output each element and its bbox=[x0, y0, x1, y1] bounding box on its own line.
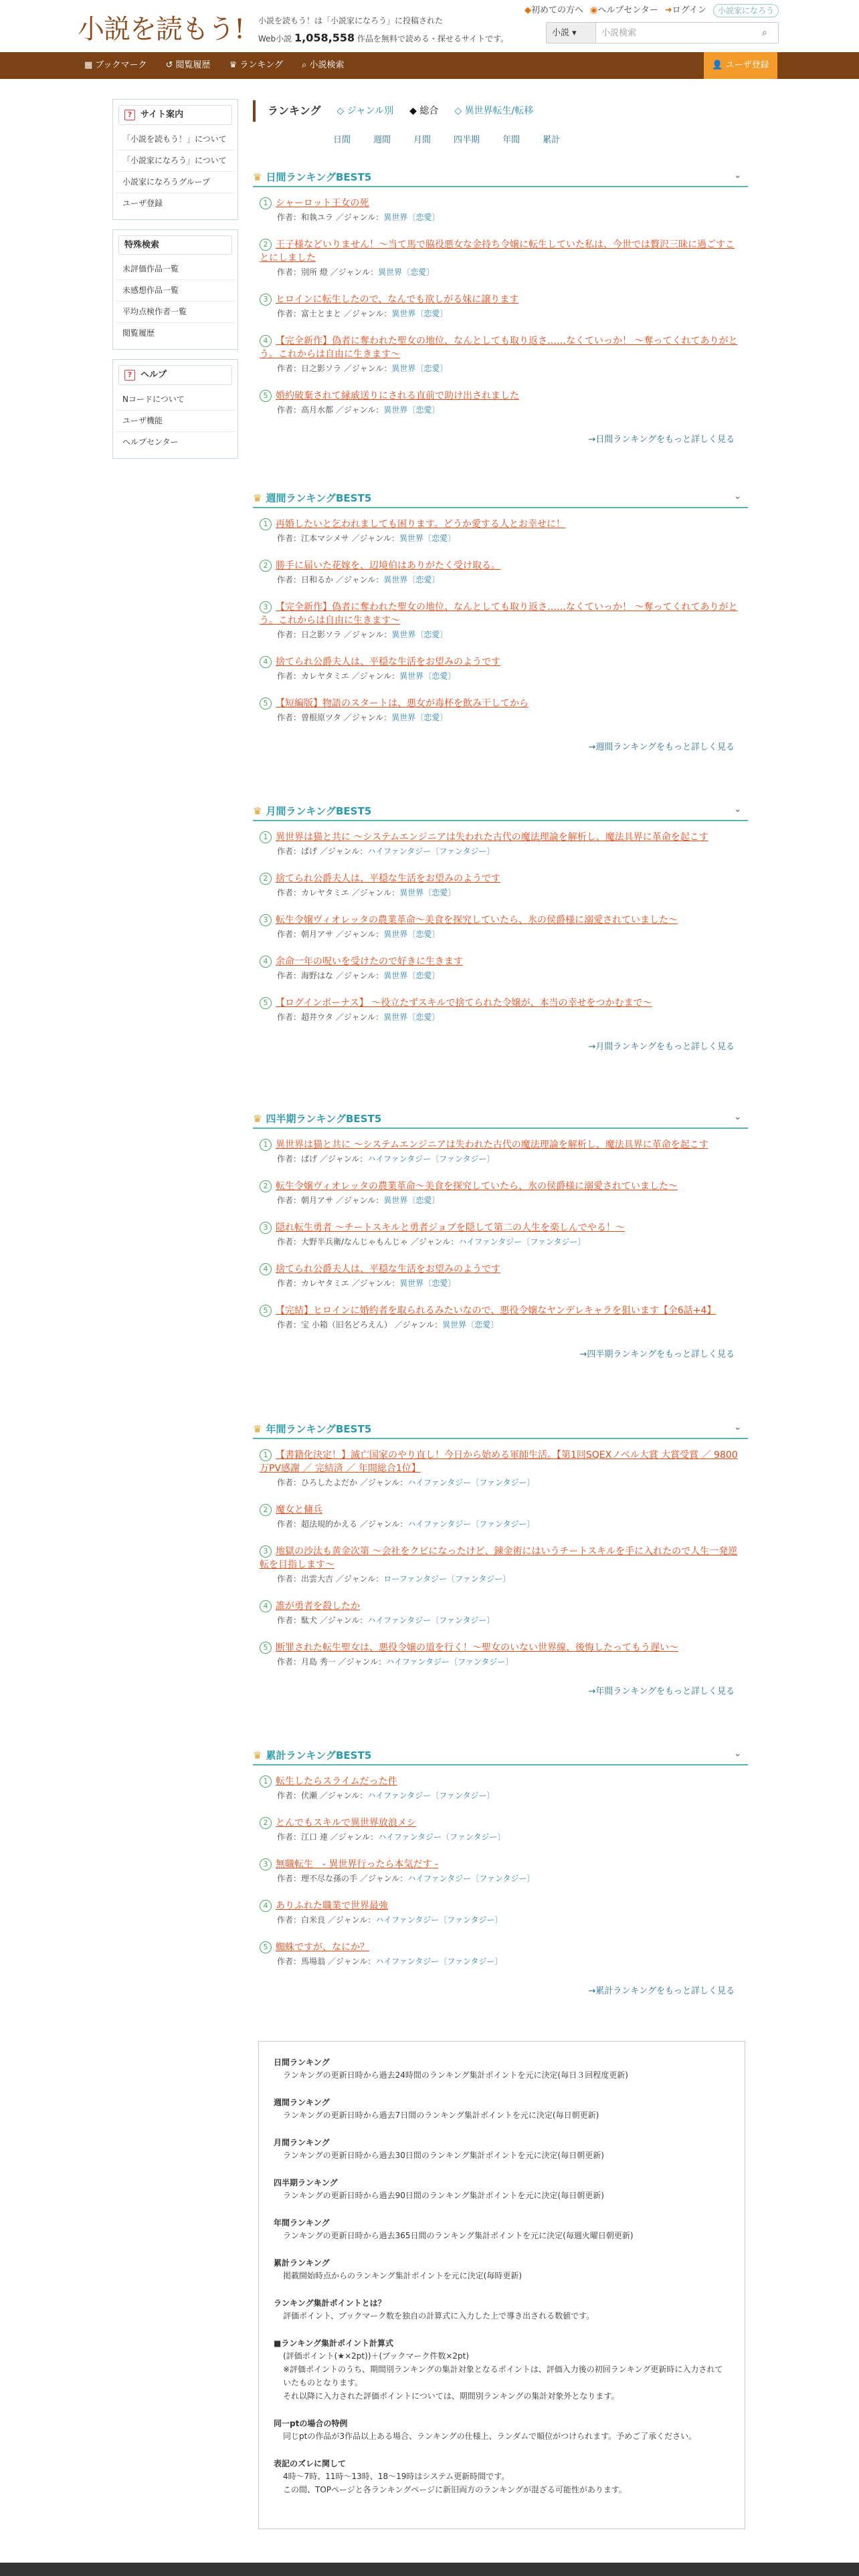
sidebar-box-help bbox=[112, 359, 238, 459]
sidebar-item[interactable]: ユーザ登録 bbox=[122, 198, 163, 208]
entry-meta: 作者：和執ユラ ／ジャンル：異世界〔恋愛〕 bbox=[277, 213, 440, 222]
entry-title-link[interactable]: 2 とんでもスキルで異世界放浪メシ bbox=[260, 1816, 741, 1830]
rank-number: 4 bbox=[260, 1263, 272, 1275]
author-link[interactable]: 朝月アサ bbox=[301, 1196, 334, 1205]
author-link[interactable]: 日之影ソラ bbox=[301, 630, 342, 639]
genre-link[interactable]: ハイファンタジー〔ファンタジー〕 bbox=[375, 1915, 503, 1925]
ranking-entry bbox=[260, 831, 741, 857]
author-link[interactable]: 出雲大吉 bbox=[301, 1574, 334, 1584]
entry-meta: 作者：ぱげ ／ジャンル：ハイファンタジー〔ファンタジー〕 bbox=[277, 1154, 495, 1164]
ranking-entry bbox=[260, 334, 741, 374]
crown-icon: ♛ bbox=[253, 171, 262, 183]
ranking-entry bbox=[260, 389, 741, 416]
genre-link[interactable]: 異世界〔恋愛〕 bbox=[378, 267, 435, 277]
genre-link[interactable]: 異世界〔恋愛〕 bbox=[383, 575, 440, 584]
entry-meta: 作者：月島 秀一 ／ジャンル：ハイファンタジー〔ファンタジー〕 bbox=[277, 1657, 514, 1667]
entry-title-link[interactable]: 1 シャーロット王女の死 bbox=[260, 197, 741, 210]
narou-badge[interactable]: 小説家になろう bbox=[713, 4, 779, 17]
entry-meta: 作者：日之影ソラ ／ジャンル：異世界〔恋愛〕 bbox=[277, 364, 448, 373]
author-link[interactable]: 宝 小箱（旧名どろえん） bbox=[301, 1320, 392, 1329]
entry-title-link[interactable]: 5 婚約破棄されて縁戚送りにされる直前で助け出されました bbox=[260, 389, 741, 403]
genre-link[interactable]: ハイファンタジー〔ファンタジー〕 bbox=[367, 1154, 495, 1164]
author-link[interactable]: 馬場翁 bbox=[301, 1957, 326, 1966]
tagline bbox=[258, 12, 508, 47]
genre-link[interactable]: ハイファンタジー〔ファンタジー〕 bbox=[375, 1957, 503, 1966]
ranking-more-link[interactable]: →月間ランキングをもっと詳しく見る bbox=[588, 1042, 735, 1052]
nav-ranking[interactable]: ♛ ランキング bbox=[229, 60, 283, 70]
ranking-entry bbox=[260, 1641, 741, 1668]
ranking-section-header[interactable]: ♛ 週間ランキングBEST5 ⌄ bbox=[253, 490, 748, 508]
note-body: ランキングの更新日時から過去90日間のランキング集計ポイントを元に決定(毎日朝更新) bbox=[283, 2191, 604, 2200]
entry-title-link[interactable]: 3 地獄の沙汰も黄金次第 ～会社をクビになったけど、錬金術にはいうチートスキルを手に入れたので人生一発逆転を目指します～ bbox=[260, 1546, 738, 1570]
crown-icon: ♛ bbox=[253, 1113, 262, 1125]
rank-number: 5 bbox=[260, 697, 272, 710]
author-link[interactable]: 大野半兵衛/なんじゃもんじゃ bbox=[301, 1237, 409, 1247]
register-button[interactable]: 👤 ユーザ登録 bbox=[704, 52, 777, 79]
entry-title-link[interactable]: 3 【完全新作】偽者に奪われた聖女の地位、なんとしても取り返さ……なくていっか！ ～奪ってくれてありがとう。これからは自由に生きます～ bbox=[260, 602, 738, 626]
rank-number: 2 bbox=[260, 1180, 272, 1192]
chevron-down-icon[interactable]: ⌄ bbox=[734, 1422, 741, 1432]
sidebar-item[interactable]: ヘルプセンター bbox=[122, 437, 179, 447]
period-yearly[interactable]: 年間 bbox=[502, 135, 520, 145]
entry-title-link[interactable]: 2 王子様などいりません！～当て馬で脇役悪女な金持ち令嬢に転生していた私は、今世では贅沢三昧に過ごすことにしました bbox=[260, 239, 735, 263]
crown-icon: ♛ bbox=[253, 805, 262, 817]
site-header bbox=[0, 0, 859, 52]
ranking-entry bbox=[260, 1503, 741, 1530]
entry-meta: 作者：ひろしたよだか ／ジャンル：ハイファンタジー〔ファンタジー〕 bbox=[277, 1478, 535, 1487]
note-heading: 四半期ランキング bbox=[274, 2178, 338, 2187]
entry-meta: 作者：カレヤタミエ ／ジャンル：異世界〔恋愛〕 bbox=[277, 888, 456, 897]
entry-meta: 作者：富士とまと ／ジャンル：異世界〔恋愛〕 bbox=[277, 309, 448, 318]
author-link[interactable]: ひろしたよだか bbox=[301, 1478, 358, 1487]
genre-link[interactable]: ハイファンタジー〔ファンタジー〕 bbox=[367, 847, 495, 856]
genre-link[interactable]: ハイファンタジー〔ファンタジー〕 bbox=[458, 1237, 586, 1247]
rank-number: 2 bbox=[260, 873, 272, 885]
crown-icon: ♛ bbox=[253, 492, 262, 504]
sidebar-item[interactable]: 未感想作品一覧 bbox=[116, 280, 235, 302]
entry-meta: 作者：カレヤタミエ ／ジャンル：異世界〔恋愛〕 bbox=[277, 1279, 456, 1288]
ranking-section bbox=[253, 1747, 748, 1996]
author-link[interactable]: 海野はな bbox=[301, 971, 334, 980]
genre-link[interactable]: 異世界〔恋愛〕 bbox=[391, 630, 448, 639]
ranking-entry bbox=[260, 1304, 741, 1331]
genre-link[interactable]: 異世界〔恋愛〕 bbox=[383, 971, 440, 980]
genre-link[interactable]: 異世界〔恋愛〕 bbox=[399, 671, 456, 681]
entry-title-link[interactable]: 2 勝手に届いた花嫁を、辺境伯はありがたく受け取る。 bbox=[260, 559, 741, 572]
entry-title-link[interactable]: 4 捨てられ公爵夫人は、平穏な生活をお望みのようです bbox=[260, 655, 741, 669]
rank-number: 5 bbox=[260, 1941, 272, 1953]
period-total[interactable]: 累計 bbox=[543, 135, 561, 145]
entry-title-link[interactable]: 4 【完全新作】偽者に奪われた聖女の地位、なんとしても取り返さ……なくていっか！ ～奪ってくれてありがとう。これからは自由に生きます～ bbox=[260, 336, 738, 360]
ranking-entry bbox=[260, 1545, 741, 1585]
crown-icon: ♛ bbox=[253, 1423, 262, 1435]
nav-search[interactable]: ⌕ 小説検索 bbox=[301, 60, 345, 70]
genre-link[interactable]: ハイファンタジー〔ファンタジー〕 bbox=[367, 1616, 495, 1625]
ranking-entry bbox=[260, 697, 741, 724]
entry-meta: 作者：理不尽な孫の手 ／ジャンル：ハイファンタジー〔ファンタジー〕 bbox=[277, 1874, 535, 1883]
entry-meta: 作者：大野半兵衛/なんじゃもんじゃ ／ジャンル：ハイファンタジー〔ファンタジー〕 bbox=[277, 1237, 586, 1247]
ranking-entry bbox=[260, 293, 741, 320]
note-body: ランキングの更新日時から過去30日間のランキング集計ポイントを元に決定(毎日朝更新) bbox=[283, 2151, 604, 2160]
ranking-more-link[interactable]: →日間ランキングをもっと詳しく見る bbox=[588, 435, 735, 445]
note-heading: 同一ptの場合の特例 bbox=[274, 2419, 348, 2428]
rank-number: 1 bbox=[260, 518, 272, 530]
entry-meta: 作者：出雲大吉 ／ジャンル：ローファンタジー〔ファンタジー〕 bbox=[277, 1574, 511, 1584]
search-input[interactable]: 小説検索 bbox=[601, 28, 637, 38]
period-quarterly[interactable]: 四半期 bbox=[454, 135, 480, 145]
rank-number: 4 bbox=[260, 1900, 272, 1912]
ranking-section-header[interactable]: ♛ 月間ランキングBEST5 ⌄ bbox=[253, 802, 748, 821]
note-body: 掲載開始時点からのランキング集計ポイントを元に決定(毎時更新) bbox=[283, 2271, 522, 2280]
site-logo[interactable]: 小説を読もう! bbox=[78, 14, 245, 45]
rank-number: 5 bbox=[260, 1305, 272, 1317]
ranking-entry bbox=[260, 1899, 741, 1926]
entry-title-link[interactable]: 3 転生令嬢ヴィオレッタの農業革命～美食を探究していたら、氷の侯爵様に溺愛されていました～ bbox=[260, 914, 741, 927]
sidebar-box-title: ? ヘルプ bbox=[118, 365, 232, 385]
entry-meta: 作者：江本マシメサ ／ジャンル：異世界〔恋愛〕 bbox=[277, 534, 456, 543]
period-daily[interactable]: 日間 bbox=[333, 135, 351, 145]
footer-bar bbox=[0, 2563, 859, 2576]
ranking-entry bbox=[260, 996, 741, 1023]
ranking-section bbox=[253, 490, 748, 752]
note-heading: ランキング集計ポイントとは？ bbox=[274, 2298, 386, 2308]
note-heading: 表記のズレに関して bbox=[274, 2459, 347, 2468]
note-body: (評価ポイント(★×2pt))＋(ブックマーク件数×2pt) ※評価ポイントのうち、期間別ランキングの集計対象となるポイントは、評価入力後の初回ランキング更新時に入力されていたものとなります。 それ以降に入力された評価ポイントについては、期間別ランキングの集計対象外となります。 bbox=[283, 2351, 723, 2401]
rank-number: 3 bbox=[260, 1545, 272, 1558]
entry-meta: 作者：駄犬 ／ジャンル：ハイファンタジー〔ファンタジー〕 bbox=[277, 1616, 495, 1625]
ranking-entry bbox=[260, 1775, 741, 1802]
ranking-entry bbox=[260, 1858, 741, 1885]
genre-link[interactable]: 異世界〔恋愛〕 bbox=[391, 364, 448, 373]
rank-number: 4 bbox=[260, 656, 272, 668]
genre-link[interactable]: 異世界〔恋愛〕 bbox=[442, 1320, 499, 1329]
rank-number: 2 bbox=[260, 239, 272, 251]
rank-number: 3 bbox=[260, 914, 272, 926]
entry-title-link[interactable]: 4 捨てられ公爵夫人は、平穏な生活をお望みのようです bbox=[260, 1263, 741, 1276]
rank-number: 1 bbox=[260, 1139, 272, 1151]
question-icon: ? bbox=[124, 110, 135, 120]
ranking-section-header[interactable]: ♛ 年間ランキングBEST5 ⌄ bbox=[253, 1420, 748, 1439]
genre-link[interactable]: 異世界〔恋愛〕 bbox=[383, 1196, 440, 1205]
genre-link[interactable]: 異世界〔恋愛〕 bbox=[383, 1012, 440, 1022]
rank-number: 2 bbox=[260, 1817, 272, 1829]
note-heading: ■ランキング集計ポイント計算式 bbox=[274, 2339, 393, 2348]
ranking-more-link[interactable]: →年間ランキングをもっと詳しく見る bbox=[588, 1687, 735, 1697]
sidebar-box-title: ? サイト案内 bbox=[118, 105, 232, 125]
ranking-entry bbox=[260, 1941, 741, 1967]
ranking-section-header[interactable]: ♛ 累計ランキングBEST5 ⌄ bbox=[253, 1747, 748, 1765]
sidebar-box-title: 特殊検索 bbox=[118, 235, 232, 255]
entry-title-link[interactable]: 1 異世界は猫と共に ～システムエンジニアは失われた古代の魔法理論を解析し、魔法具界に革命を起こす bbox=[260, 831, 741, 844]
ranking-entry bbox=[260, 197, 741, 223]
tab-overall[interactable]: ◆ 総合 bbox=[409, 106, 439, 116]
genre-link[interactable]: ハイファンタジー〔ファンタジー〕 bbox=[378, 1832, 506, 1842]
author-link[interactable]: 朝月アサ bbox=[301, 930, 334, 939]
page-title: ランキング bbox=[268, 104, 321, 117]
note-body: ランキングの更新日時から過去24時間のランキング集計ポイントを元に決定(毎日３回程度更新) bbox=[283, 2070, 628, 2080]
ranking-section bbox=[253, 802, 748, 1052]
ranking-section bbox=[253, 1110, 748, 1360]
chevron-down-icon[interactable]: ⌄ bbox=[734, 1112, 741, 1122]
ranking-more-link[interactable]: →週間ランキングをもっと詳しく見る bbox=[588, 742, 735, 752]
ranking-more-link[interactable]: →累計ランキングをもっと詳しく見る bbox=[588, 1986, 735, 1996]
sidebar-item[interactable]: 「小説家になろう」について bbox=[116, 150, 235, 172]
entry-title-link[interactable]: 5 【ログインボーナス】 ～役立たずスキルで捨てられた令嬢が、本当の幸せをつかむまで～ bbox=[260, 996, 741, 1010]
note-body: ランキングの更新日時から過去365日間のランキング集計ポイントを元に決定(毎週火曜日朝更新) bbox=[283, 2231, 634, 2240]
entry-title-link[interactable]: 3 ヒロインに転生したので、なんでも欲しがる妹に譲ります bbox=[260, 293, 741, 306]
sidebar-box-guide bbox=[112, 99, 238, 220]
note-body: 評価ポイント、ブックマーク数を独自の計算式に入力した上で導き出される数値です。 bbox=[283, 2311, 595, 2321]
entry-meta: 作者：朝月アサ ／ジャンル：異世界〔恋愛〕 bbox=[277, 930, 440, 939]
rank-number: 4 bbox=[260, 335, 272, 347]
rank-number: 1 bbox=[260, 1776, 272, 1788]
rank-number: 2 bbox=[260, 560, 272, 572]
author-link[interactable]: 高月水都 bbox=[301, 405, 334, 415]
question-icon: ? bbox=[124, 370, 135, 381]
entry-title-link[interactable]: 2 捨てられ公爵夫人は、平穏な生活をお望みのようです bbox=[260, 872, 741, 885]
author-link[interactable]: 江本マシメサ bbox=[301, 534, 349, 543]
ranking-entry bbox=[260, 872, 741, 899]
genre-link[interactable]: ハイファンタジー〔ファンタジー〕 bbox=[367, 1791, 495, 1800]
entry-meta: 作者：海野はな ／ジャンル：異世界〔恋愛〕 bbox=[277, 971, 440, 980]
entry-title-link[interactable]: 1 再婚したいと乞われましても困ります。どうか愛する人とお幸せに！ bbox=[260, 518, 741, 531]
nav-history[interactable]: ↺ 閲覧履歴 bbox=[165, 60, 211, 70]
sidebar-item[interactable]: 平均点検作者一覧 bbox=[116, 302, 235, 323]
genre-link[interactable]: ハイファンタジー〔ファンタジー〕 bbox=[407, 1519, 535, 1529]
ranking-header bbox=[253, 100, 748, 122]
entry-meta: 作者：高月水都 ／ジャンル：異世界〔恋愛〕 bbox=[277, 405, 440, 415]
author-link[interactable]: カレヤタミエ bbox=[301, 671, 349, 681]
entry-title-link[interactable]: 2 魔女と傭兵 bbox=[260, 1503, 741, 1517]
global-nav bbox=[0, 52, 859, 79]
sidebar-item[interactable]: 未評価作品一覧 bbox=[116, 259, 235, 280]
author-link[interactable]: 超法規的かえる bbox=[301, 1519, 358, 1529]
genre-link[interactable]: 異世界〔恋愛〕 bbox=[383, 930, 440, 939]
rank-number: 3 bbox=[260, 601, 272, 613]
note-body: 同じptの作品が3作品以上ある場合、ランキングの仕様上、ランダムで順位がつけられます。予めご了承ください。 bbox=[283, 2432, 697, 2441]
genre-link[interactable]: ローファンタジー〔ファンタジー〕 bbox=[383, 1574, 511, 1584]
entry-title-link[interactable]: 2 転生令嬢ヴィオレッタの農業革命～美食を探究していたら、氷の侯爵様に溺愛されていました～ bbox=[260, 1180, 741, 1193]
author-link[interactable]: 月島 秀一 bbox=[301, 1657, 336, 1667]
entry-title-link[interactable]: 4 誰が勇者を殺したか bbox=[260, 1600, 741, 1613]
search-type-select[interactable]: 小説 ▾ bbox=[547, 23, 596, 43]
entry-title-link[interactable]: 1 異世界は猫と共に ～システムエンジニアは失われた古代の魔法理論を解析し、魔法具界に革命を起こす bbox=[260, 1138, 741, 1152]
rank-number: 5 bbox=[260, 997, 272, 1009]
note-heading: 週間ランキング bbox=[274, 2098, 330, 2107]
author-link[interactable]: 伏瀬 bbox=[301, 1791, 318, 1800]
author-link[interactable]: 理不尽な孫の手 bbox=[301, 1874, 358, 1883]
rank-number: 5 bbox=[260, 1642, 272, 1654]
rank-number: 4 bbox=[260, 956, 272, 968]
ranking-entry bbox=[260, 1263, 741, 1289]
genre-link[interactable]: 異世界〔恋愛〕 bbox=[399, 1279, 456, 1288]
tab-isekai[interactable]: ◇ 異世界転生/転移 bbox=[454, 106, 534, 116]
note-body: 4時～7時、11時～13時、18～19時はシステム更新時間です。 この間、TOPページと各ランキングページに新旧両方のランキングが混ざる可能性があります。 bbox=[283, 2472, 627, 2494]
note-heading: 月間ランキング bbox=[274, 2138, 330, 2147]
author-link[interactable]: カレヤタミエ bbox=[301, 888, 349, 897]
entry-meta: 作者：朝月アサ ／ジャンル：異世界〔恋愛〕 bbox=[277, 1196, 440, 1205]
rank-number: 2 bbox=[260, 1504, 272, 1516]
chevron-down-icon[interactable]: ⌄ bbox=[734, 804, 741, 815]
entry-title-link[interactable]: 3 無職転生 - 異世界行ったら本気だす - bbox=[260, 1858, 741, 1871]
author-link[interactable]: 駄犬 bbox=[301, 1616, 318, 1625]
ranking-more-link[interactable]: →四半期ランキングをもっと詳しく見る bbox=[579, 1350, 735, 1360]
help-icon: ◉ bbox=[590, 5, 598, 16]
ranking-entry bbox=[260, 655, 741, 682]
sidebar-item[interactable]: 「小説を読もう！」について bbox=[116, 129, 235, 150]
genre-link[interactable]: ハイファンタジー〔ファンタジー〕 bbox=[386, 1657, 514, 1667]
tagline-line1: 小説を読もう！は「小説家になろう」に投稿された bbox=[258, 16, 444, 25]
rank-number: 1 bbox=[260, 831, 272, 843]
ranking-entry bbox=[260, 1600, 741, 1626]
entry-title-link[interactable]: 5 【完結】ヒロインに婚約者を取られるみたいなので、悪役令嬢なヤンデレキャラを狙います【全6話+4】 bbox=[260, 1304, 741, 1317]
rank-number: 1 bbox=[260, 197, 272, 209]
genre-link[interactable]: 異世界〔恋愛〕 bbox=[399, 534, 456, 543]
ranking-entry bbox=[260, 955, 741, 982]
entry-title-link[interactable]: 1 【書籍化決定！】滅亡国家のやり直し！今日から始める軍師生活。【第1回SQEXノベル大賞 大賞受賞 ／ 9800万PV感謝 ／ 完結済 ／ 年間総合1位】 bbox=[260, 1450, 738, 1474]
rank-number: 5 bbox=[260, 390, 272, 402]
ranking-entry bbox=[260, 238, 741, 278]
genre-link[interactable]: 異世界〔恋愛〕 bbox=[399, 888, 456, 897]
genre-link[interactable]: 異世界〔恋愛〕 bbox=[391, 713, 448, 722]
note-body: ランキングの更新日時から過去7日間のランキング集計ポイントを元に決定(毎日朝更新) bbox=[283, 2111, 599, 2120]
note-heading: 年間ランキング bbox=[274, 2218, 330, 2228]
entry-title-link[interactable]: 4 ありふれた職業で世界最強 bbox=[260, 1899, 741, 1913]
crown-icon: ♛ bbox=[253, 1749, 262, 1761]
ranking-entry bbox=[260, 1448, 741, 1489]
login-icon: ➜ bbox=[664, 5, 672, 16]
tab-genre[interactable]: ◇ ジャンル別 bbox=[337, 106, 394, 116]
author-link[interactable]: ぱげ bbox=[301, 847, 318, 856]
ranking-main bbox=[253, 100, 748, 147]
rank-number: 4 bbox=[260, 1600, 272, 1612]
author-link[interactable]: 超井ウタ bbox=[301, 1012, 333, 1022]
note-heading: 日間ランキング bbox=[274, 2058, 330, 2067]
period-weekly[interactable]: 週間 bbox=[373, 135, 391, 145]
author-link[interactable]: カレヤタミエ bbox=[301, 1279, 349, 1288]
period-nav bbox=[333, 134, 748, 147]
entry-meta: 作者：別所 燈 ／ジャンル：異世界〔恋愛〕 bbox=[277, 267, 435, 277]
genre-link[interactable]: ハイファンタジー〔ファンタジー〕 bbox=[407, 1874, 535, 1883]
ranking-entry bbox=[260, 1816, 741, 1843]
entry-meta: 作者：日和るか ／ジャンル：異世界〔恋愛〕 bbox=[277, 575, 440, 584]
ranking-entry bbox=[260, 1138, 741, 1165]
genre-link[interactable]: 異世界〔恋愛〕 bbox=[383, 405, 440, 415]
entry-meta: 作者：伏瀬 ／ジャンル：ハイファンタジー〔ファンタジー〕 bbox=[277, 1791, 495, 1800]
period-monthly[interactable]: 月間 bbox=[413, 135, 432, 145]
chevron-down-icon[interactable]: ⌄ bbox=[734, 1749, 741, 1759]
novel-count: 1,058,558 bbox=[294, 31, 355, 44]
entry-title-link[interactable]: 5 断罪された転生聖女は、悪役令嬢の道を行く！～聖女のいない世界線、後悔したってもう遅い～ bbox=[260, 1641, 741, 1654]
sidebar-item[interactable]: Nコードについて bbox=[116, 389, 235, 411]
entry-title-link[interactable]: 1 転生したらスライムだった件 bbox=[260, 1775, 741, 1788]
entry-title-link[interactable]: 3 隠れ転生勇者 ～チートスキルと勇者ジョブを隠して第二の人生を楽しんでやる！～ bbox=[260, 1221, 741, 1235]
author-link[interactable]: 富士とまと bbox=[301, 309, 342, 318]
ranking-section-header[interactable]: ♛ 日間ランキングBEST5 ⌄ bbox=[253, 169, 748, 187]
genre-link[interactable]: 異世界〔恋愛〕 bbox=[383, 213, 440, 222]
login-link[interactable]: ➜ログイン bbox=[664, 5, 706, 16]
chevron-down-icon[interactable]: ⌄ bbox=[734, 171, 741, 181]
ranking-entry bbox=[260, 601, 741, 641]
top-links bbox=[524, 4, 779, 17]
entry-title-link[interactable]: 5 蜘蛛ですが、なにか？ bbox=[260, 1941, 741, 1954]
genre-link[interactable]: 異世界〔恋愛〕 bbox=[391, 309, 448, 318]
search-icon[interactable]: ⌕ bbox=[762, 27, 767, 38]
ranking-entry bbox=[260, 559, 741, 586]
entry-meta: 作者：カレヤタミエ ／ジャンル：異世界〔恋愛〕 bbox=[277, 671, 456, 681]
rank-number: 3 bbox=[260, 1222, 272, 1234]
search-form bbox=[546, 22, 779, 43]
sidebar bbox=[112, 99, 238, 468]
entry-meta: 作者：ぱげ ／ジャンル：ハイファンタジー〔ファンタジー〕 bbox=[277, 847, 495, 856]
chevron-down-icon[interactable]: ⌄ bbox=[734, 492, 741, 502]
help-center-link[interactable]: ◉ヘルプセンター bbox=[590, 5, 658, 16]
ranking-notes bbox=[258, 2041, 745, 2529]
sidebar-item[interactable]: 閲覧履歴 bbox=[122, 328, 155, 338]
author-link[interactable]: 江口 連 bbox=[301, 1832, 328, 1842]
sidebar-box-special-search bbox=[112, 229, 238, 350]
ranking-entry bbox=[260, 518, 741, 544]
ranking-section-header[interactable]: ♛ 四半期ランキングBEST5 ⌄ bbox=[253, 1110, 748, 1129]
sidebar-item[interactable]: ユーザ機能 bbox=[116, 411, 235, 432]
ranking-entry bbox=[260, 1221, 741, 1248]
rank-number: 3 bbox=[260, 1858, 272, 1870]
author-link[interactable]: 日和るか bbox=[301, 575, 334, 584]
genre-link[interactable]: ハイファンタジー〔ファンタジー〕 bbox=[407, 1478, 535, 1487]
entry-meta: 作者：超井ウタ ／ジャンル：異世界〔恋愛〕 bbox=[277, 1012, 440, 1022]
entry-meta: 作者：江口 連 ／ジャンル：ハイファンタジー〔ファンタジー〕 bbox=[277, 1832, 506, 1842]
rank-number: 3 bbox=[260, 294, 272, 306]
ranking-section bbox=[253, 1420, 748, 1697]
entry-title-link[interactable]: 4 余命一年の呪いを受けたので好きに生きます bbox=[260, 955, 741, 968]
author-link[interactable]: 別所 燈 bbox=[301, 267, 328, 277]
entry-meta: 作者：宝 小箱（旧名どろえん） ／ジャンル：異世界〔恋愛〕 bbox=[277, 1320, 499, 1329]
ranking-entry bbox=[260, 1180, 741, 1206]
entry-meta: 作者：日之影ソラ ／ジャンル：異世界〔恋愛〕 bbox=[277, 630, 448, 639]
beginner-icon: ◆ bbox=[524, 5, 531, 16]
entry-meta: 作者：曽根原ツタ ／ジャンル：異世界〔恋愛〕 bbox=[277, 713, 448, 722]
entry-meta: 作者：馬場翁 ／ジャンル：ハイファンタジー〔ファンタジー〕 bbox=[277, 1957, 503, 1966]
author-link[interactable]: 白米良 bbox=[301, 1915, 326, 1925]
entry-title-link[interactable]: 5 【短編版】物語のスタートは、悪女が毒杯を飲み干してから bbox=[260, 697, 741, 710]
nav-bookmark[interactable]: ▦ ブックマーク bbox=[84, 60, 147, 70]
author-link[interactable]: ぱげ bbox=[301, 1154, 318, 1164]
note-heading: 累計ランキング bbox=[274, 2258, 330, 2268]
rank-number: 1 bbox=[260, 1449, 272, 1461]
tagline-line2: Web小説 1,058,558 作品を無料で読める・探せるサイトです。 bbox=[258, 31, 509, 44]
beginner-link[interactable]: ◆初めての方へ bbox=[524, 5, 584, 16]
ranking-entry bbox=[260, 914, 741, 940]
author-link[interactable]: 日之影ソラ bbox=[301, 364, 342, 373]
sidebar-item[interactable]: 小説家になろうグループ bbox=[116, 172, 235, 193]
ranking-section bbox=[253, 169, 748, 445]
author-link[interactable]: 和執ユラ bbox=[301, 213, 334, 222]
author-link[interactable]: 曽根原ツタ bbox=[301, 713, 341, 722]
entry-meta: 作者：超法規的かえる ／ジャンル：ハイファンタジー〔ファンタジー〕 bbox=[277, 1519, 535, 1529]
entry-meta: 作者：白米良 ／ジャンル：ハイファンタジー〔ファンタジー〕 bbox=[277, 1915, 503, 1925]
